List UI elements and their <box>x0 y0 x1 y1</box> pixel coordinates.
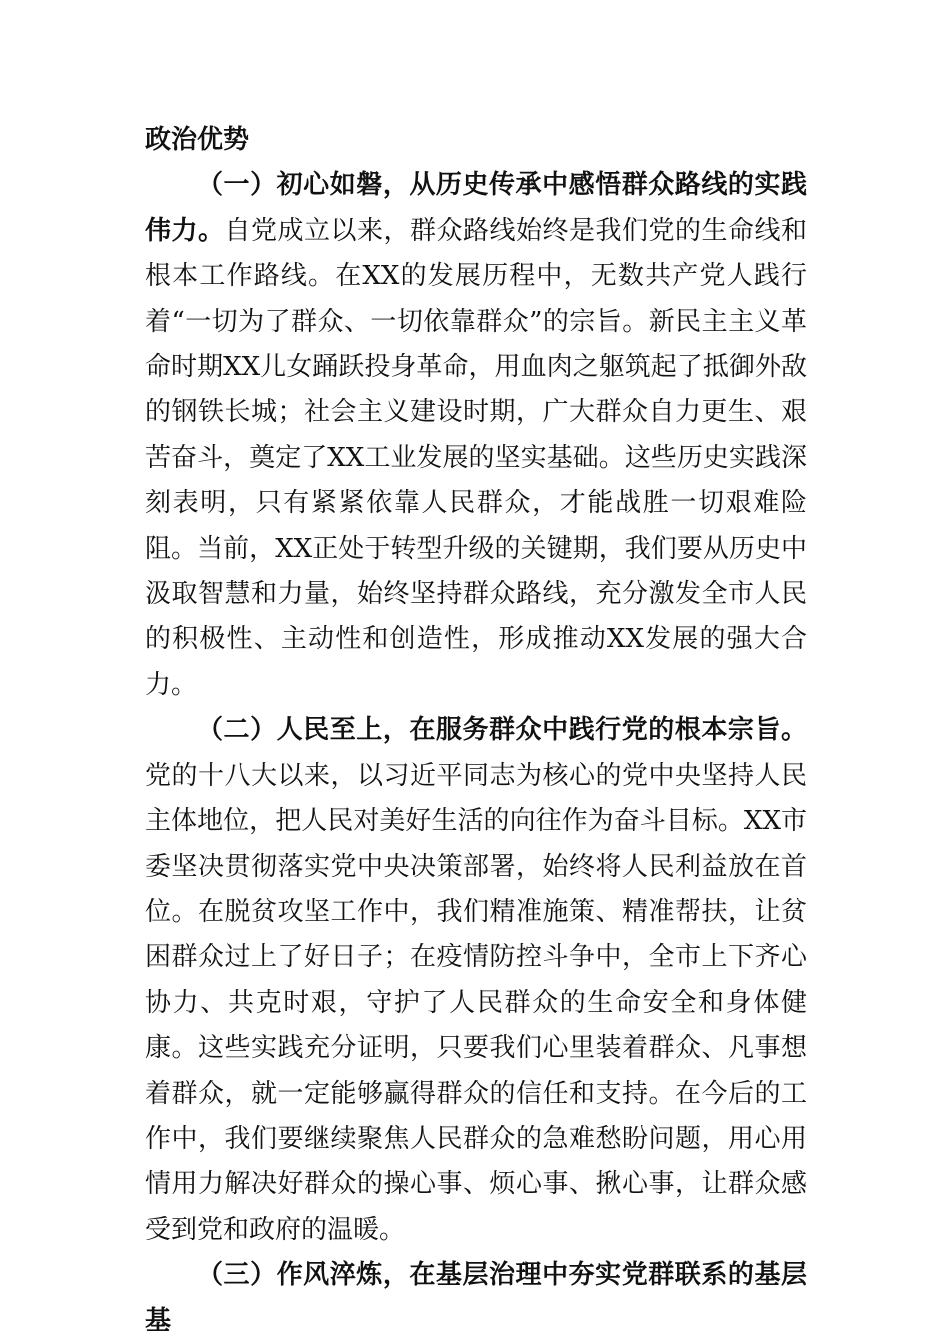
paragraph-2-lead: （二）人民至上，在服务群众中践行党的根本宗旨。 <box>197 715 807 746</box>
paragraph-2-body: 党的十八大以来，以习近平同志为核心的党中央坚持人民主体地位，把人民对美好生活的向往作为奋斗目标。XX市委坚决贯彻落实党中央决策部署，始终将人民利益放在首位。在脱贫攻坚工作中，我们精准施策、精准帮扶，让贫困群众过上了好日子；在疫情防控斗争中，全市上下齐心协力、共克时艰，守护了人民群众的生命安全和身体健康。这些实践充分证明，只要我们心里装着群众、凡事想着群众，就一定能够赢得群众的信任和支持。在今后的工作中，我们要继续聚焦人民群众的急难愁盼问题，用心用情用力解决好群众的操心事、烦心事、揪心事，让群众感受到党和政府的温暖。 <box>145 760 807 1245</box>
section-heading: 政治优势 <box>145 125 250 155</box>
paragraph-2 <box>145 708 807 1253</box>
paragraph-3-lead: （三）作风淬炼，在基层治理中夯实党群联系的基层基 <box>145 1260 807 1336</box>
paragraph-3 <box>145 1253 807 1344</box>
paragraph-1-body: 自党成立以来，群众路线始终是我们党的生命线和根本工作路线。在XX的发展历程中，无数共产党人践行着“一切为了群众、一切依靠群众”的宗旨。新民主主义革命时期XX儿女踊跃投身革命，用血肉之躯筑起了抵御外敌的钢铁长城；社会主义建设时期，广大群众自力更生、艰苦奋斗，奠定了XX工业发展的坚实基础。这些历史实践深刻表明，只有紧紧依靠人民群众，才能战胜一切艰难险阻。当前，XX正处于转型升级的关键期，我们要从历史中汲取智慧和力量，始终坚持群众路线，充分激发全市人民的积极性、主动性和创造性，形成推动XX发展的强大合力。 <box>145 215 807 700</box>
paragraph-1-lead: （一）初心如磐，从历史传承中感悟群众路线的实践伟力。 <box>145 170 807 246</box>
document-body <box>145 118 807 1344</box>
paragraph-1 <box>145 163 807 708</box>
